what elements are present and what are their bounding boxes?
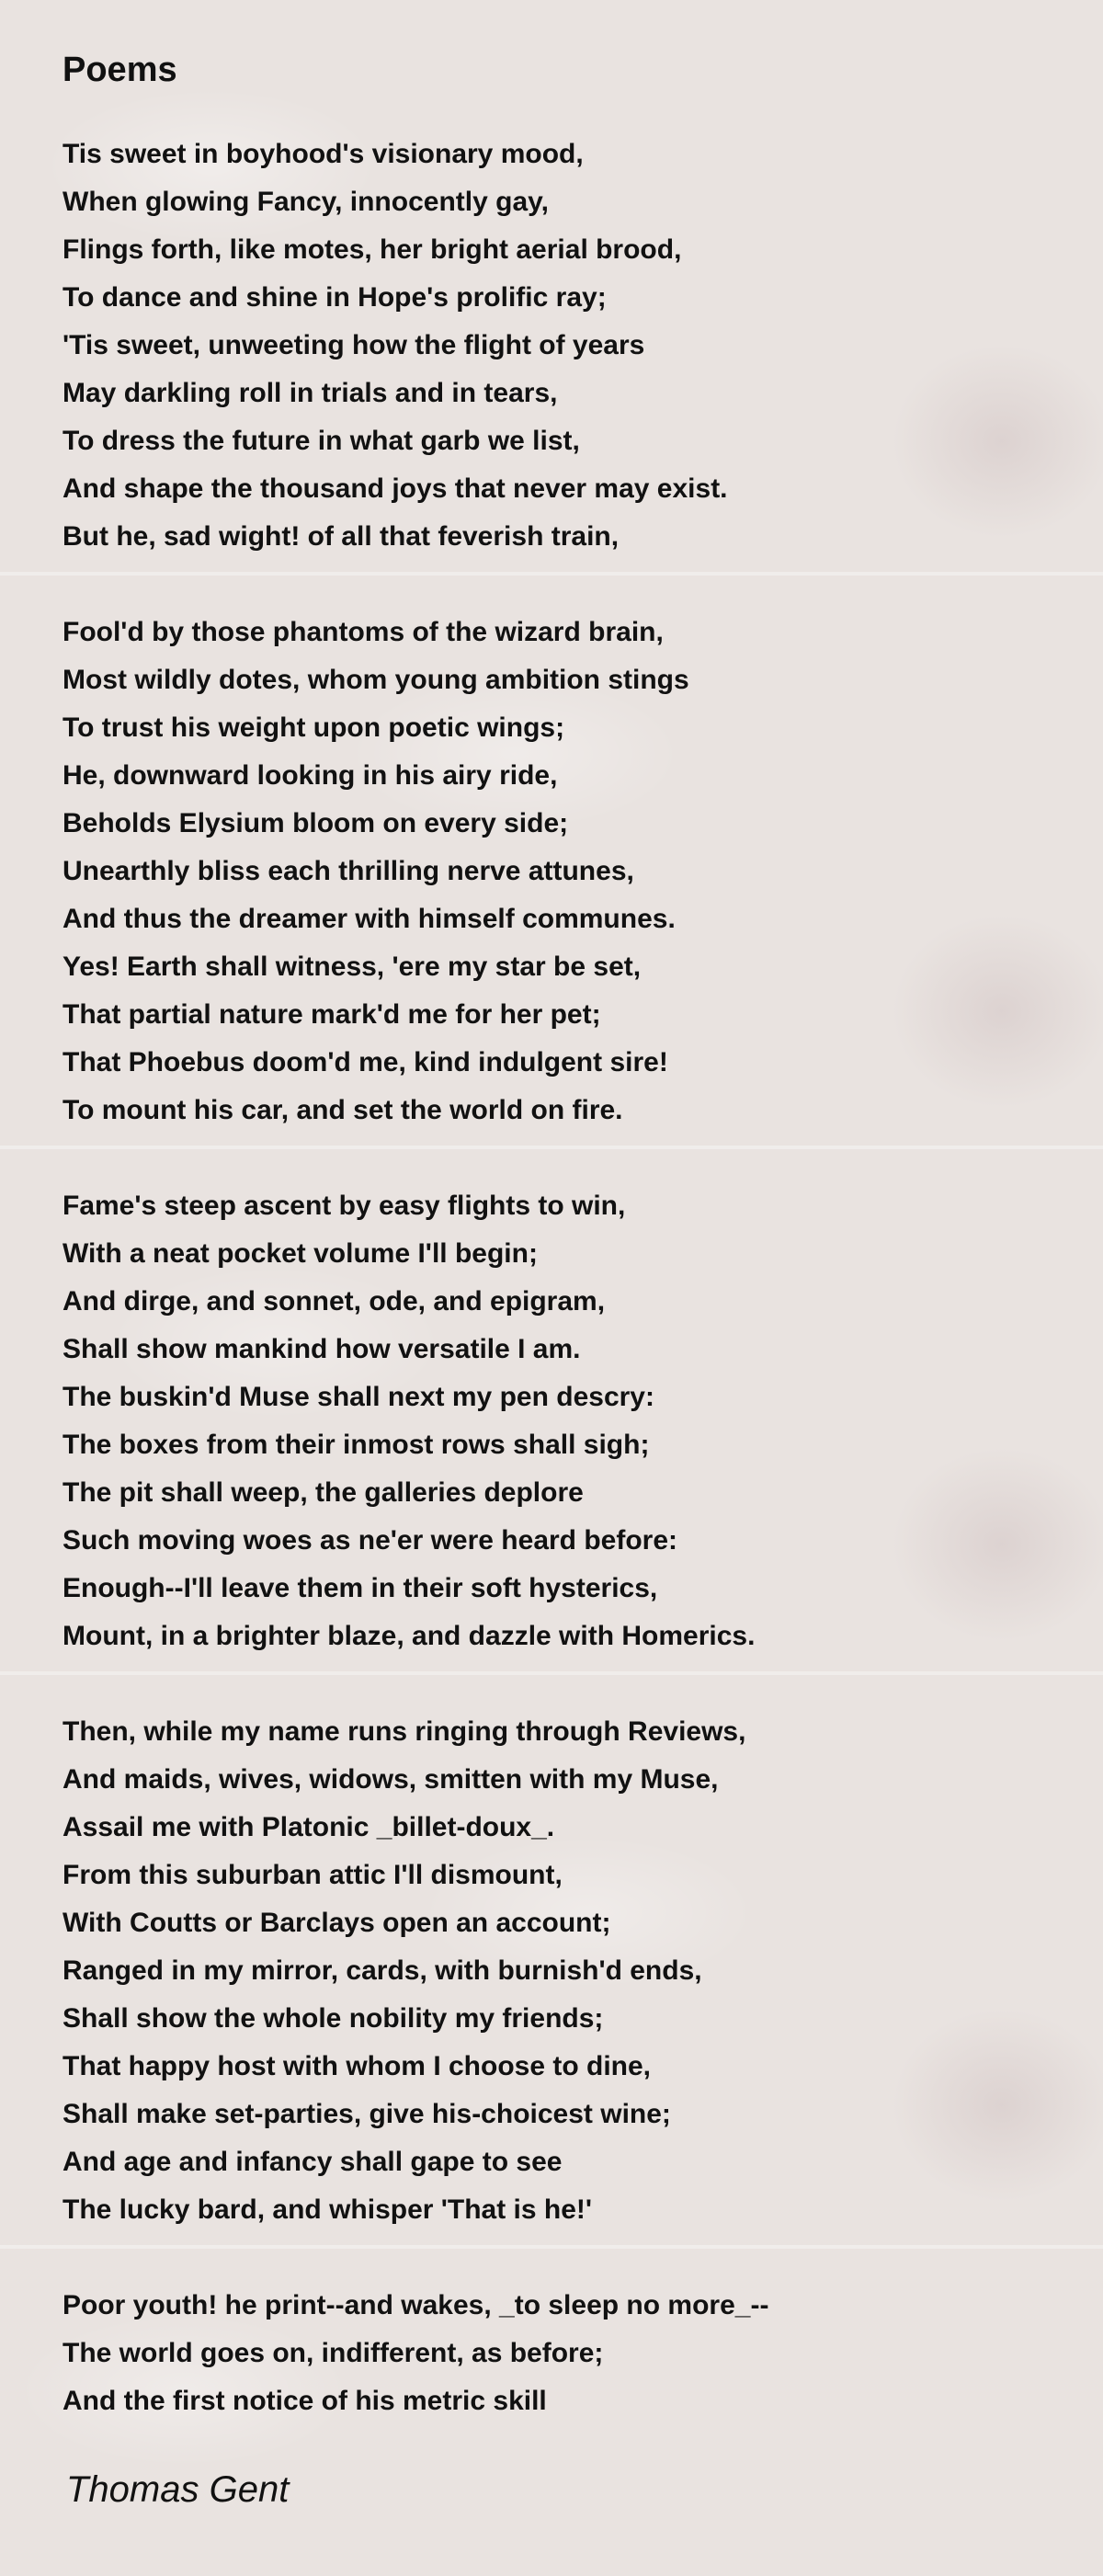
poem-line: Enough--I'll leave them in their soft hysterics, [63, 1573, 658, 1603]
poem-line: Shall show mankind how versatile I am. [63, 1334, 581, 1364]
poem-line: To mount his car, and set the world on fire. [63, 1095, 623, 1125]
poem-line: The boxes from their inmost rows shall sigh; [63, 1430, 650, 1460]
poem-line: The lucky bard, and whisper 'That is he!' [63, 2194, 593, 2225]
poem-line: Fool'd by those phantoms of the wizard brain, [63, 617, 664, 647]
poem-line: Assail me with Platonic _billet-doux_. [63, 1812, 555, 1842]
poem-line: He, downward looking in his airy ride, [63, 760, 558, 791]
poem-line: The pit shall weep, the galleries deplore [63, 1477, 584, 1508]
stanza [63, 1182, 1074, 1660]
poem-line: And maids, wives, widows, smitten with my Muse, [63, 1764, 719, 1795]
poem-line: Flings forth, like motes, her bright aerial brood, [63, 234, 682, 265]
poem-line: The world goes on, indifferent, as before; [63, 2338, 604, 2368]
poem-line: Such moving woes as ne'er were heard before: [63, 1525, 678, 1556]
author-name: Thomas Gent [66, 2469, 290, 2510]
stanza [63, 1708, 1074, 2234]
poem-line: And the first notice of his metric skill [63, 2386, 547, 2416]
poem-line: That Phoebus doom'd me, kind indulgent sire! [63, 1047, 668, 1077]
poem-line: May darkling roll in trials and in tears, [63, 378, 558, 408]
poem-line: Tis sweet in boyhood's visionary mood, [63, 139, 584, 169]
poem-line: Yes! Earth shall witness, 'ere my star be set, [63, 952, 642, 982]
poem-line: And age and infancy shall gape to see [63, 2147, 563, 2177]
poem-line: The buskin'd Muse shall next my pen descry: [63, 1382, 654, 1412]
poem-line: And shape the thousand joys that never may exist. [63, 473, 728, 504]
poem-line: With a neat pocket volume I'll begin; [63, 1238, 538, 1269]
poem-line: Poor youth! he print--and wakes, _to sleep no more_-- [63, 2290, 769, 2320]
poem-line: To dress the future in what garb we list, [63, 426, 580, 456]
poem-line: Fame's steep ascent by easy flights to win, [63, 1191, 626, 1221]
poem-line: And dirge, and sonnet, ode, and epigram, [63, 1286, 606, 1316]
stanza [63, 2282, 1074, 2425]
poem-line: 'Tis sweet, unweeting how the flight of years [63, 330, 645, 360]
poem-line: Shall make set-parties, give his-choicest wine; [63, 2099, 671, 2129]
poem-line: When glowing Fancy, innocently gay, [63, 187, 549, 217]
poem-page [63, 46, 1074, 2515]
poem-line: From this suburban attic I'll dismount, [63, 1860, 563, 1890]
poem-line: To dance and shine in Hope's prolific ray; [63, 282, 607, 313]
poem-line: Beholds Elysium bloom on every side; [63, 808, 569, 838]
poem-line: Mount, in a brighter blaze, and dazzle with Homerics. [63, 1621, 756, 1651]
poem-line: To trust his weight upon poetic wings; [63, 712, 565, 743]
poem-line: Unearthly bliss each thrilling nerve attunes, [63, 856, 634, 886]
page-title: Poems [63, 51, 177, 89]
poem-line: With Coutts or Barclays open an account; [63, 1908, 611, 1938]
stanza [63, 609, 1074, 1134]
poem-line: And thus the dreamer with himself communes. [63, 904, 676, 934]
poem-line: That partial nature mark'd me for her pet; [63, 999, 601, 1030]
poem-line: Ranged in my mirror, cards, with burnish'd ends, [63, 1955, 702, 1986]
stanza [63, 131, 1074, 561]
poem-line: Then, while my name runs ringing through Reviews, [63, 1716, 746, 1747]
poem-body [63, 131, 1074, 2425]
poem-line: That happy host with whom I choose to dine, [63, 2051, 652, 2081]
poem-line: But he, sad wight! of all that feverish train, [63, 521, 620, 552]
poem-line: Most wildly dotes, whom young ambition stings [63, 665, 689, 695]
poem-line: Shall show the whole nobility my friends; [63, 2003, 604, 2034]
